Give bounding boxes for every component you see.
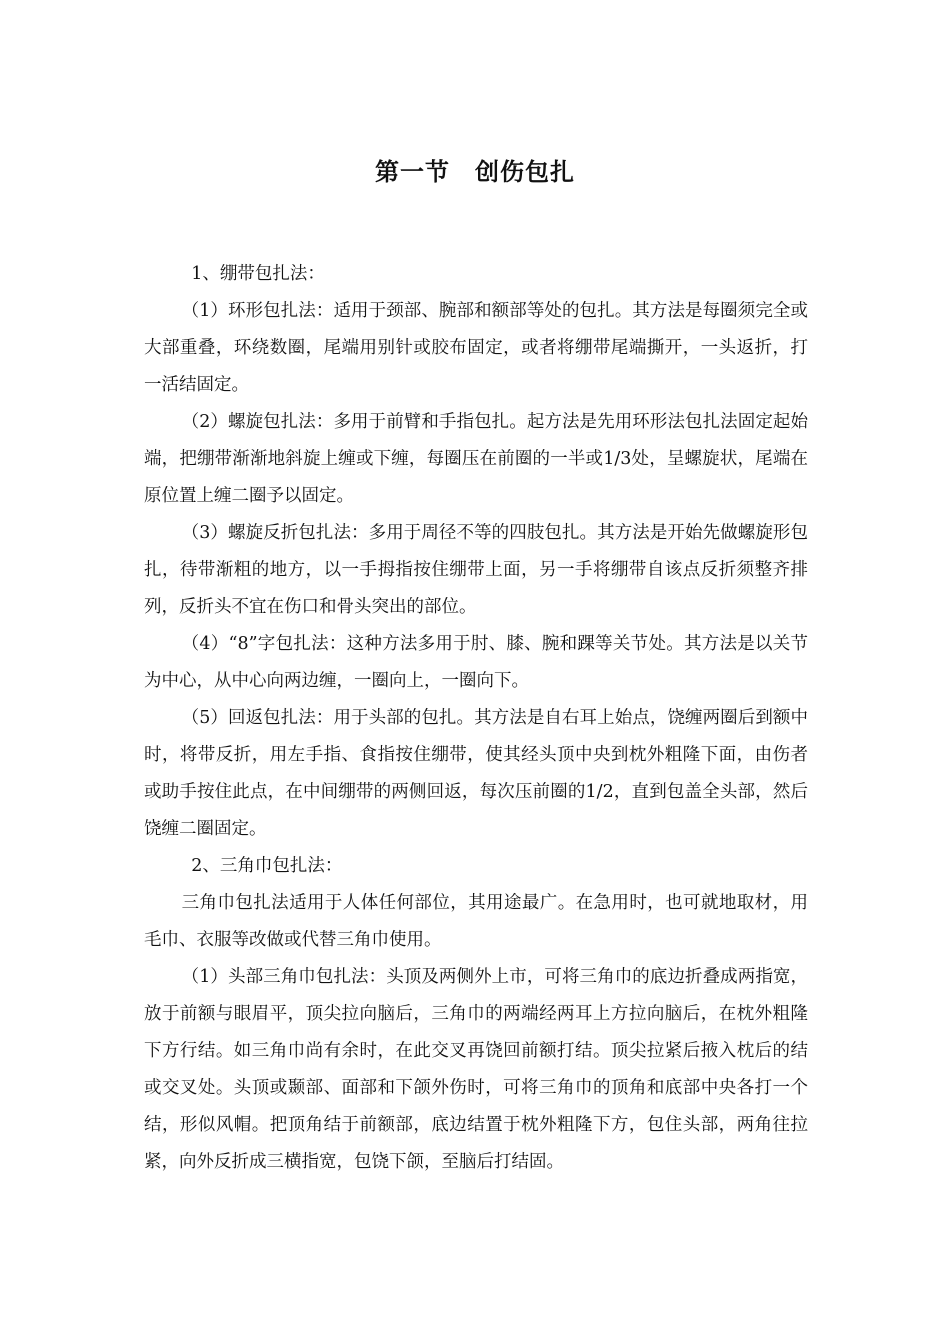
heading-bandage-methods: 1、绷带包扎法： [191,264,325,284]
paragraph-spiral-reverse-bandage: （3）螺旋反折包扎法：多用于周径不等的四肢包扎。其方法是开始先做螺旋形包扎，待带渐粗的地方，以一手拇指按住绷带上面，另一手将绷带自该点反折须整齐排列，反折头不宜在伤口和骨头突出的部位。 [144,523,808,617]
paragraph-spiral-bandage: （2）螺旋包扎法：多用于前臂和手指包扎。起方法是先用环形法包扎法固定起始端，把绷带渐渐地斜旋上缠或下缠，每圈压在前圈的一半或1/3处，呈螺旋状，尾端在原位置上缠二圈予以固定。 [144,412,808,506]
paragraph-recurrent-bandage: （5）回返包扎法：用于头部的包扎。其方法是自右耳上始点，饶缠两圈后到额中时，将带反折，用左手指、食指按住绷带，使其经头顶中央到枕外粗隆下面，由伤者或助手按住此点，在中间绷带的两侧回返，每次压前圈的1/2，直到包盖全头部，然后饶缠二圈固定。 [144,708,808,839]
paragraph-circular-bandage: （1）环形包扎法：适用于颈部、腕部和额部等处的包扎。其方法是每圈须完全或大部重叠，环绕数圈，尾端用别针或胶布固定，或者将绷带尾端撕开，一头返折，打一活结固定。 [144,301,808,395]
heading-triangular-bandage: 2、三角巾包扎法： [191,856,343,876]
section-title: 第一节 创伤包扎 [375,158,575,186]
paragraph-head-triangular-bandage: （1）头部三角巾包扎法：头顶及两侧外上市，可将三角巾的底边折叠成两指宽，放于前额与眼眉平，顶尖拉向脑后，三角巾的两端经两耳上方拉向脑后，在枕外粗隆下方行结。如三角巾尚有余时，在此交叉再饶回前额打结。顶尖拉紧后掖入枕后的结或交叉处。头顶或颞部、面部和下颌外伤时，可将三角巾的顶角和底部中央各打一个结，形似风帽。把顶角结于前额部，底边结置于枕外粗隆下方，包住头部，两角往拉紧，向外反折成三横指宽，包饶下颌，至脑后打结固。 [144,967,808,1172]
paragraph-triangular-intro: 三角巾包扎法适用于人体任何部位，其用途最广。在急用时，也可就地取材，用毛巾、衣服等改做或代替三角巾使用。 [144,893,808,950]
document-body [144,256,808,1181]
paragraph-figure-eight-bandage: （4）“8”字包扎法：这种方法多用于肘、膝、腕和踝等关节处。其方法是以关节为中心，从中心向两边缠，一圈向上，一圈向下。 [144,634,808,691]
